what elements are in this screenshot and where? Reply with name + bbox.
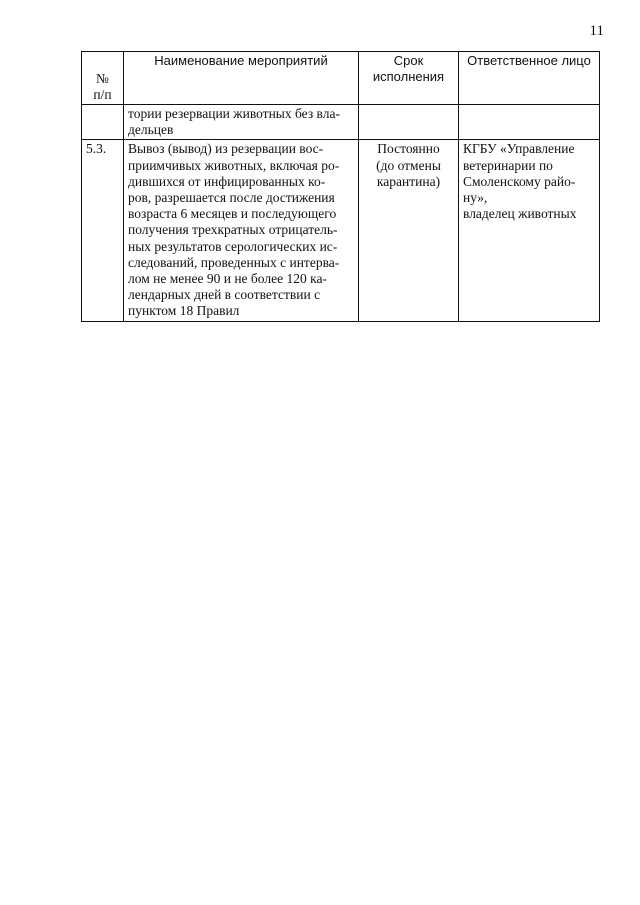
continuation-responsible <box>459 105 600 140</box>
measures-table <box>81 51 600 322</box>
row-responsible: КГБУ «Управление ветеринарии по Смоленскому райо- ну», владелец животных <box>459 140 600 321</box>
row-measure-name: Вывоз (вывод) из резервации вос- приимчивых животных, включая ро- дившихся от инфицированных ко- ров, разрешается после достижения возраста 6 месяцев и последующего получения трехкратных отрицатель- ных результатов серологических ис- следований, проведенных с интерва- лом не менее 90 и не более 120 ка- лендарных дней в соответствии с пунктом 18 Правил <box>124 140 359 321</box>
page-number: 11 <box>589 23 604 39</box>
table-row <box>82 140 600 321</box>
header-deadline: Срок исполнения <box>359 52 459 105</box>
continuation-deadline <box>359 105 459 140</box>
header-measure-name: Наименование мероприятий <box>124 52 359 105</box>
table-header-row <box>82 52 600 105</box>
header-responsible: Ответственное лицо <box>459 52 600 105</box>
continuation-measure-name: тории резервации животных без вла- дельцев <box>124 105 359 140</box>
table-row-continuation <box>82 105 600 140</box>
header-number: № п/п <box>82 52 124 105</box>
row-number: 5.3. <box>82 140 124 321</box>
row-deadline: Постоянно (до отмены карантина) <box>359 140 459 321</box>
continuation-number <box>82 105 124 140</box>
